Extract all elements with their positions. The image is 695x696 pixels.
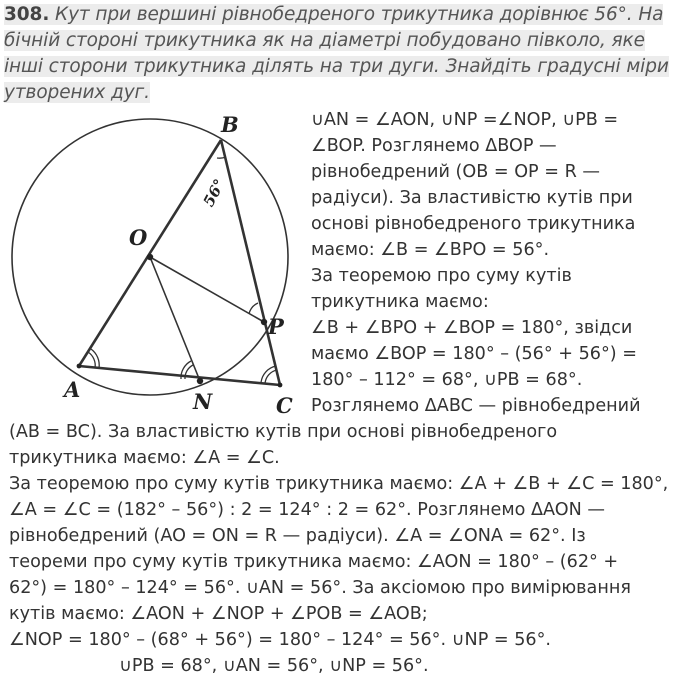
solution-right-column (311, 107, 691, 419)
solution-line: 62°) = 180° – 124° = 56°. ∪AN = 56°. За аксіомою про вимірювання (9, 578, 631, 598)
label-c: C (276, 393, 293, 414)
solution-line: ∠NOP = 180° – (68° + 56°) = 180° – 124° = 56°. ∪NP = 56°. (9, 630, 552, 650)
solution-line: трикутника маємо: (311, 292, 489, 312)
solution-line: основі рівнобедреного трикутника (311, 214, 636, 234)
side-bc (221, 140, 280, 385)
point-p (261, 319, 267, 325)
point-o (147, 254, 153, 260)
solution-line: рівнобедрений (AO = ON = R — радіуси). ∠A = ∠ONA = 62°. Із (9, 526, 586, 546)
problem-number: 308. (4, 4, 50, 25)
point-n (197, 378, 203, 384)
problem-line-3: інші сторони трикутника ділять на три дуги. Знайдіть градусні міри (4, 56, 669, 77)
label-a: A (64, 377, 81, 402)
solution-line: ∠BOP. Розглянемо ΔBOP — (311, 136, 557, 156)
solution-line: радіуси). За властивістю кутів при (311, 188, 633, 208)
label-n: N (193, 389, 213, 414)
solution-line: За теоремою про суму кутів трикутника маємо: ∠A + ∠B + ∠C = 180°, (9, 474, 669, 494)
problem-line-4: утворених дуг. (4, 82, 150, 103)
solution-line: (AB = BC). За властивістю кутів при основі рівнобедреного (9, 422, 558, 442)
label-b: B (221, 112, 239, 137)
side-ac (79, 366, 280, 385)
solution-line: Розглянемо ΔABC — рівнобедрений (311, 396, 641, 416)
problem-statement (4, 2, 688, 106)
angle-arc-c-1 (265, 370, 277, 384)
angle-arc-p (249, 303, 258, 314)
solution-line: маємо: ∠B = ∠BPO = 56°. (311, 240, 550, 260)
label-p: P (268, 314, 284, 339)
problem-line-1: Кут при вершині рівнобедреного трикутника дорівнює 56°. На (55, 4, 664, 25)
solution-line: теореми про суму кутів трикутника маємо: ∠AON = 180° – (62° + (9, 552, 619, 572)
point-c (278, 383, 283, 388)
solution-line: ∠A = ∠C = (182° – 56°) : 2 = 124° : 2 = 62°. Розглянемо ΔAON — (9, 500, 605, 520)
solution-line: кутів маємо: ∠AON + ∠NOP + ∠POB = ∠AOB; (9, 604, 428, 624)
solution-line: ∪AN = ∠AON, ∪NP =∠NOP, ∪PB = (311, 110, 619, 130)
point-a (77, 364, 82, 369)
solution-line: рівнобедрений (OB = OP = R — (311, 162, 600, 182)
side-ab (79, 140, 221, 366)
radius-op (150, 257, 264, 322)
solution-line: трикутника маємо: ∠A = ∠C. (9, 448, 280, 468)
angle-arc-a-1 (88, 352, 95, 368)
geometry-figure (0, 104, 310, 414)
solution-line: За теоремою про суму кутів (311, 266, 572, 286)
solution-line: маємо ∠BOP = 180° – (56° + 56°) = (311, 344, 637, 364)
angle-label-b: 56° (199, 176, 229, 210)
final-answer-line: ∪PB = 68°, ∪AN = 56°, ∪NP = 56°. (119, 656, 429, 676)
label-o: O (129, 225, 148, 250)
angle-arc-b (217, 157, 226, 158)
solution-full-width (9, 419, 691, 679)
solution-line: 180° – 112° = 68°, ∪PB = 68°. (311, 370, 583, 390)
solution-line: ∠B + ∠BPO + ∠BOP = 180°, звідси (311, 318, 633, 338)
problem-line-2: бічній стороні трикутника як на діаметрі побудовано півколо, яке (4, 30, 645, 51)
radius-on (150, 257, 200, 381)
